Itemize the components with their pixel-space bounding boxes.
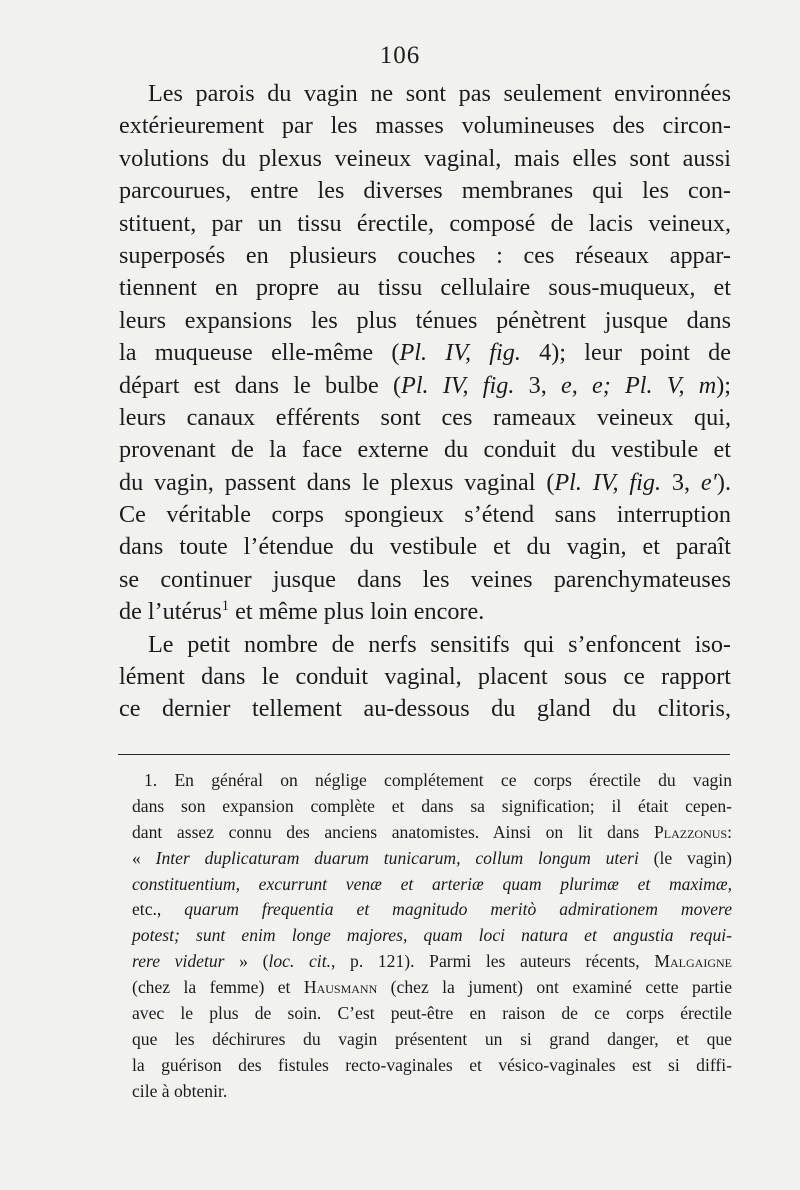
- page-number: 106: [379, 42, 421, 69]
- text-line: leurs canaux efférents sont ces rameaux veineux qui,: [119, 403, 731, 431]
- footnote-line: 1. En général on néglige complétement ce corps érectile du vagin: [144, 770, 732, 790]
- footnote-line: la guérison des fistules recto-vaginales et vésico-vaginales est si diffi-: [132, 1054, 732, 1075]
- plate-reference: Pl. IV, fig.: [399, 339, 521, 367]
- plate-reference: Pl. IV, fig.: [401, 371, 515, 399]
- text-line: Ce véritable corps spongieux s’étend sans interruption: [119, 501, 731, 529]
- text-line: de l’utérus$^1$ et même plus loin encore.: [119, 598, 485, 626]
- text-line: parcourues, entre les diverses membranes qui les con-: [119, 177, 731, 205]
- text-line: Les parois du vagin ne sont pas seulement environnées: [148, 80, 731, 107]
- footnote-line: cile à obtenir.: [132, 1080, 228, 1101]
- latin-quote: rere videtur: [132, 951, 225, 972]
- footnote-line: etc., quarum frequentia et magnitudo meritò admirationem movere: [132, 899, 733, 920]
- footnote-line: « Inter duplicaturam duarum tunicarum, collum longum uteri (le vagin): [132, 847, 732, 868]
- text-line: stituent, par un tissu érectile, composé de lacis veineux,: [119, 209, 731, 237]
- text-line: départ est dans le bulbe (Pl. IV, fig. 3, e, e; Pl. V, m);: [119, 371, 731, 399]
- footnote-line: avec le plus de soin. C’est peut-être en raison de ce corps érectile: [132, 1003, 732, 1024]
- text-line: extérieurement par les masses volumineuses des circon-: [119, 112, 731, 140]
- text-line: lément dans le conduit vaginal, placent sous ce rapport: [119, 663, 731, 691]
- text-line: ce dernier tellement au-dessous du gland du clitoris,: [119, 695, 731, 723]
- main-text: [119, 78, 731, 726]
- author-name: Plazzonus: [653, 821, 728, 842]
- text-line: dans toute l’étendue du vestibule et du vagin, et paraît: [119, 533, 731, 561]
- latin-quote: quarum frequentia et magnitudo meritò admirationem movere: [184, 899, 733, 920]
- footnote-line: potest; sunt enim longe majores, quam loci natura et angustia requi-: [132, 925, 732, 946]
- citation: loc. cit.: [268, 951, 331, 972]
- footnote-line: rere videtur » (loc. cit., p. 121). Parmi les auteurs récents, Malgaigne: [132, 951, 732, 972]
- text-line: du vagin, passent dans le plexus vaginal (Pl. IV, fig. 3, e′).: [119, 468, 731, 496]
- latin-quote: Inter duplicaturam duarum tunicarum, collum longum uteri: [155, 847, 639, 868]
- text-line: tiennent en propre au tissu cellulaire sous-muqueux, et: [119, 274, 731, 302]
- footnote-line: constituentium, excurrunt venæ et arteriæ quam plurimæ et maximæ,: [132, 873, 732, 894]
- author-name: Malgaigne: [654, 951, 732, 972]
- text-line: volutions du plexus veineux vaginal, mais elles sont aussi: [119, 144, 731, 172]
- text-line: superposés en plusieurs couches : ces réseaux appar-: [119, 241, 731, 269]
- text-line: se continuer jusque dans les veines parenchymateuses: [119, 565, 731, 593]
- footnote-divider: [118, 754, 730, 755]
- text-line: la muqueuse elle-même (Pl. IV, fig. 4); leur point de: [119, 339, 731, 367]
- footnote-line: que les déchirures du vagin présentent un si grand danger, et que: [132, 1028, 732, 1049]
- footnote-line: (chez la femme) et Hausmann (chez la jument) ont examiné cette partie: [132, 977, 732, 998]
- footnote: [132, 768, 732, 1105]
- footnote-line: dans son expansion complète et dans sa signification; il était cepen-: [132, 795, 732, 816]
- footnote-line: dant assez connu des anciens anatomistes. Ainsi on lit dans Plazzonus:: [132, 821, 732, 842]
- plate-reference: Pl. IV, fig.: [554, 468, 661, 496]
- plate-reference: e′: [700, 468, 717, 496]
- text-line: provenant de la face externe du conduit du vestibule et: [119, 436, 731, 464]
- footnote-marker[interactable]: 1: [221, 598, 230, 615]
- footnote-number: 1.: [144, 770, 158, 790]
- text-line: Le petit nombre de nerfs sensitifs qui s’enfoncent iso-: [148, 630, 731, 658]
- plate-reference: e, e; Pl. V, m: [561, 371, 717, 399]
- author-name: Hausmann: [303, 977, 378, 998]
- text-line: leurs expansions les plus ténues pénètrent jusque dans: [119, 306, 731, 334]
